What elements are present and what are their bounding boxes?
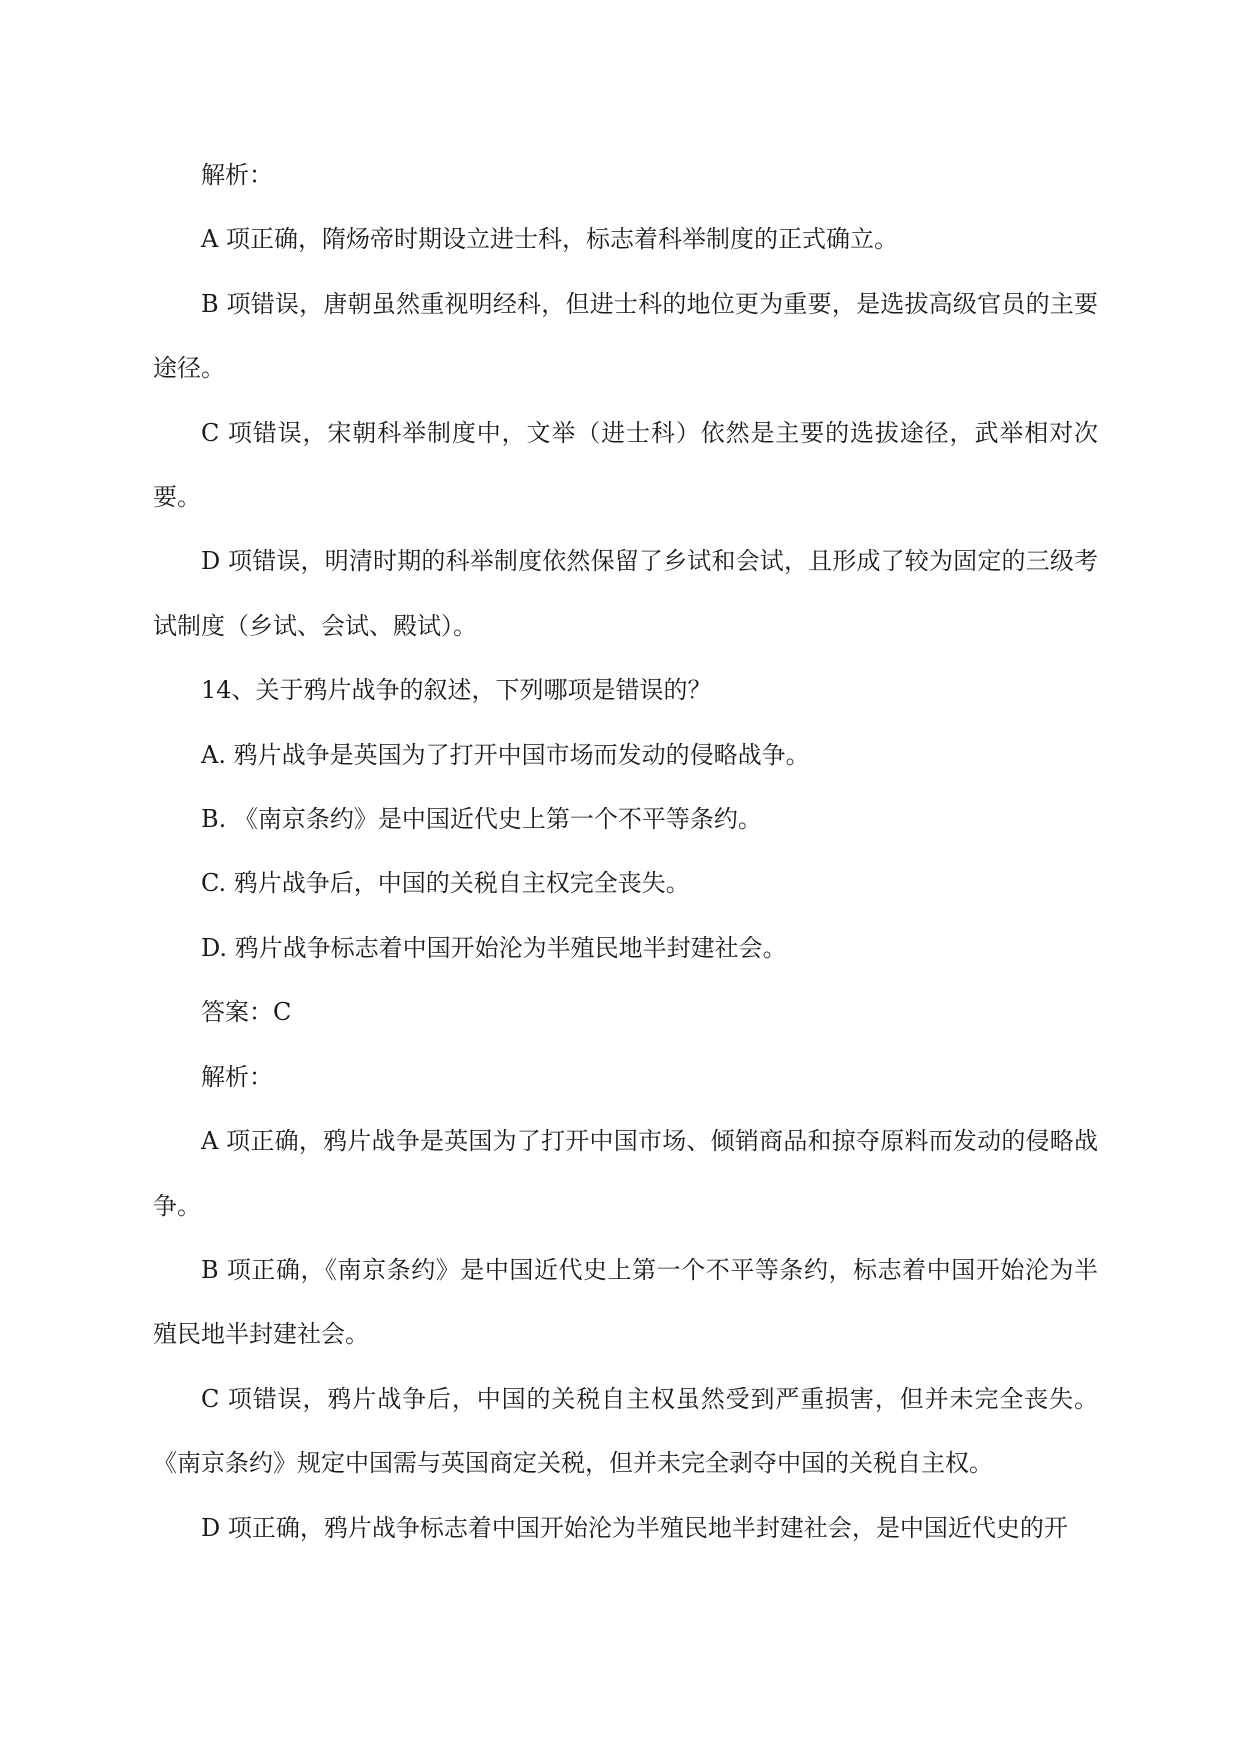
question-14-answer: 答案：C [201, 998, 292, 1027]
analysis-option-c: C 项错误，宋朝科举制度中，文举（进士科）依然是主要的选拔途径，武举相对次要。 [153, 418, 1098, 512]
analysis-heading: 解析： [201, 161, 273, 189]
analysis-option-a: A 项正确，隋炀帝时期设立进士科，标志着科举制度的正式确立。 [201, 225, 898, 254]
question-14-analysis-c: C 项错误，鸦片战争后，中国的关税自主权虽然受到严重损害，但并未完全丧失。《南京条约》规定中国需与英国商定关税，但并未完全剥夺中国的关税自主权。 [153, 1384, 1098, 1478]
question-14-analysis-a: A 项正确，鸦片战争是英国为了打开中国市场、倾销商品和掠夺原料而发动的侵略战争。 [153, 1127, 1098, 1220]
question-14-analysis-heading: 解析： [201, 1062, 273, 1091]
question-14-choice-a: A. 鸦片战争是英国为了打开中国市场而发动的侵略战争。 [201, 740, 810, 769]
question-14-choice-c: C. 鸦片战争后，中国的关税自主权完全丧失。 [201, 869, 690, 898]
question-14-analysis-b: B 项正确，《南京条约》是中国近代史上第一个不平等条约，标志着中国开始沦为半殖民地半封建社会。 [153, 1255, 1098, 1349]
question-14-analysis-d: D 项正确，鸦片战争标志着中国开始沦为半殖民地半封建社会，是中国近代史的开 [201, 1513, 1068, 1542]
question-14-stem: 14、关于鸦片战争的叙述，下列哪项是错误的？ [201, 676, 712, 705]
question-14-choice-d: D. 鸦片战争标志着中国开始沦为半殖民地半封建社会。 [201, 933, 787, 962]
analysis-option-b: B 项错误，唐朝虽然重视明经科，但进士科的地位更为重要，是选拔高级官员的主要途径。 [153, 289, 1098, 383]
question-14-choice-b: B. 《南京条约》是中国近代史上第一个不平等条约。 [201, 805, 762, 834]
analysis-option-d: D 项错误，明清时期的科举制度依然保留了乡试和会试，且形成了较为固定的三级考试制度（乡试、会试、殿试）。 [153, 547, 1098, 640]
document-body [153, 143, 1098, 1560]
